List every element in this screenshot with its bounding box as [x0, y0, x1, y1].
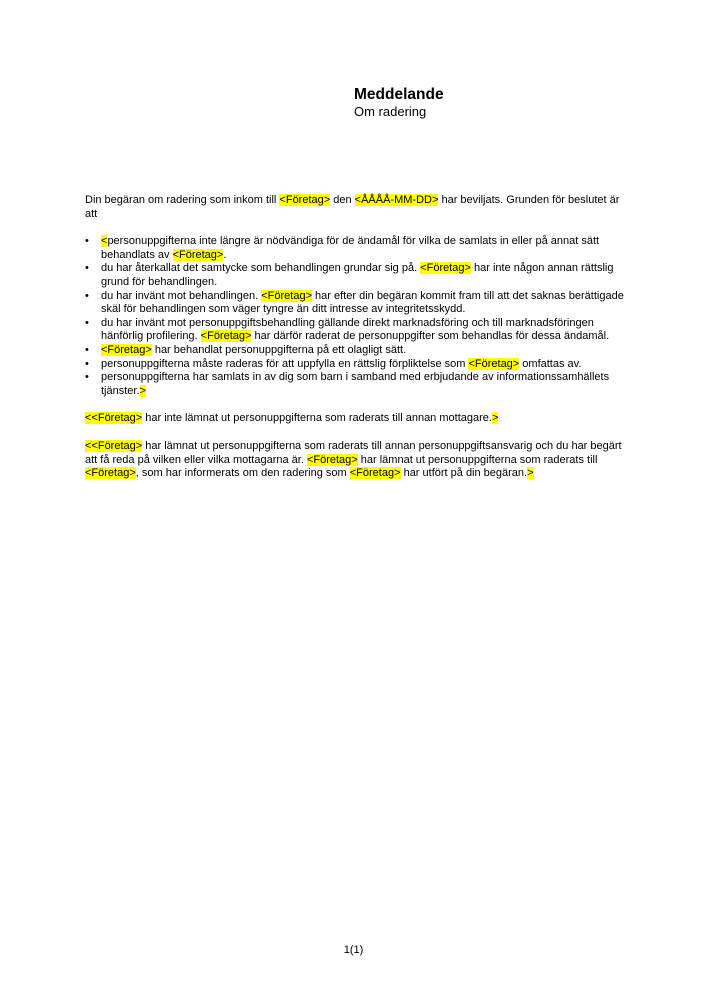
list-item [85, 371, 630, 398]
list-item [85, 317, 630, 344]
list-item-text: personuppgifterna inte längre är nödvändiga för de ändamål för vilka de samlats in eller på annat sätt behandlats av [101, 235, 600, 261]
paragraph-text: har utfört på din begäran. [400, 467, 528, 480]
list-item-text: har därför raderat de personuppgifter som behandlas för dessa ändamål. [251, 330, 610, 343]
list-item [85, 344, 630, 358]
placeholder-company: <<Företag> [85, 439, 143, 452]
document-title: Meddelande [354, 86, 444, 103]
placeholder-company: <Företag> [420, 262, 471, 275]
list-item [85, 235, 630, 262]
placeholder-close-bracket: > [139, 384, 146, 397]
placeholder-company: <Företag> [279, 194, 331, 206]
list-item-text: har behandlat personuppgifterna på ett olagligt sätt. [151, 343, 407, 356]
grounds-list [85, 235, 630, 398]
placeholder-company: <Företag> [101, 343, 152, 356]
list-item-text: du har invänt mot personuppgiftsbehandling gällande direkt marknadsföring och till marknadsföringen hänförlig profilering. [101, 316, 594, 343]
alternative-paragraph-disclosure [85, 440, 630, 481]
alternative-paragraph-no-disclosure [85, 412, 630, 426]
list-item [85, 262, 630, 289]
placeholder-company: <<Företag> [85, 412, 143, 425]
document-body [85, 194, 630, 495]
list-item [85, 358, 630, 372]
intro-text: har beviljats. Grunden för beslutet är att [85, 194, 620, 220]
placeholder-company: <Företag> [261, 289, 312, 302]
placeholder-company: <Företag> [200, 330, 252, 343]
placeholder-company: <Företag> [172, 248, 224, 261]
placeholder-company: <Företag> [85, 467, 136, 480]
placeholder-company: <Företag> [306, 453, 358, 466]
placeholder-close-bracket: > [491, 412, 499, 425]
intro-text: den [330, 194, 355, 206]
page-number: 1(1) [343, 944, 364, 956]
paragraph-text: har lämnat ut personuppgifterna som raderats till annan personuppgiftsansvarig och du har begärt att få reda på vilken eller vilka mottagarna är. [85, 439, 622, 466]
list-item-text: du har invänt mot behandlingen. [101, 289, 262, 302]
list-item-text: omfattas av. [519, 357, 582, 370]
document-heading [354, 86, 444, 120]
paragraph-text: , som har informerats om den radering som [135, 467, 350, 480]
placeholder-open-bracket: < [101, 235, 108, 248]
list-item-text: . [223, 248, 227, 261]
list-item-text: personuppgifterna måste raderas för att uppfylla en rättslig förpliktelse som [101, 357, 469, 370]
placeholder-close-bracket: > [527, 467, 534, 480]
intro-paragraph [85, 194, 630, 221]
placeholder-company: <Företag> [349, 467, 401, 480]
placeholder-date: <ÅÅÅÅ-MM-DD> [354, 194, 439, 206]
list-item-text: har inte någon annan rättslig grund för behandlingen. [101, 262, 614, 288]
document-subtitle: Om radering [354, 104, 427, 119]
placeholder-company: <Företag> [468, 357, 520, 370]
list-item-text: du har återkallat det samtycke som behandlingen grundar sig på. [101, 262, 421, 275]
paragraph-text: har lämnat ut personuppgifterna som raderats till [357, 453, 598, 466]
list-item [85, 290, 630, 317]
intro-text: Din begäran om radering som inkom till [85, 194, 280, 206]
list-item-text: har efter din begäran kommit fram till att det saknas berättigade skäl för behandlingen som väger tyngre än ditt intresse av integritetsskydd. [101, 289, 624, 316]
list-item-text: personuppgifterna har samlats in av dig som barn i samband med erbjudande av informationssamhällets tjänster. [101, 371, 610, 397]
paragraph-text: har inte lämnat ut personuppgifterna som raderats till annan mottagare. [142, 412, 492, 425]
